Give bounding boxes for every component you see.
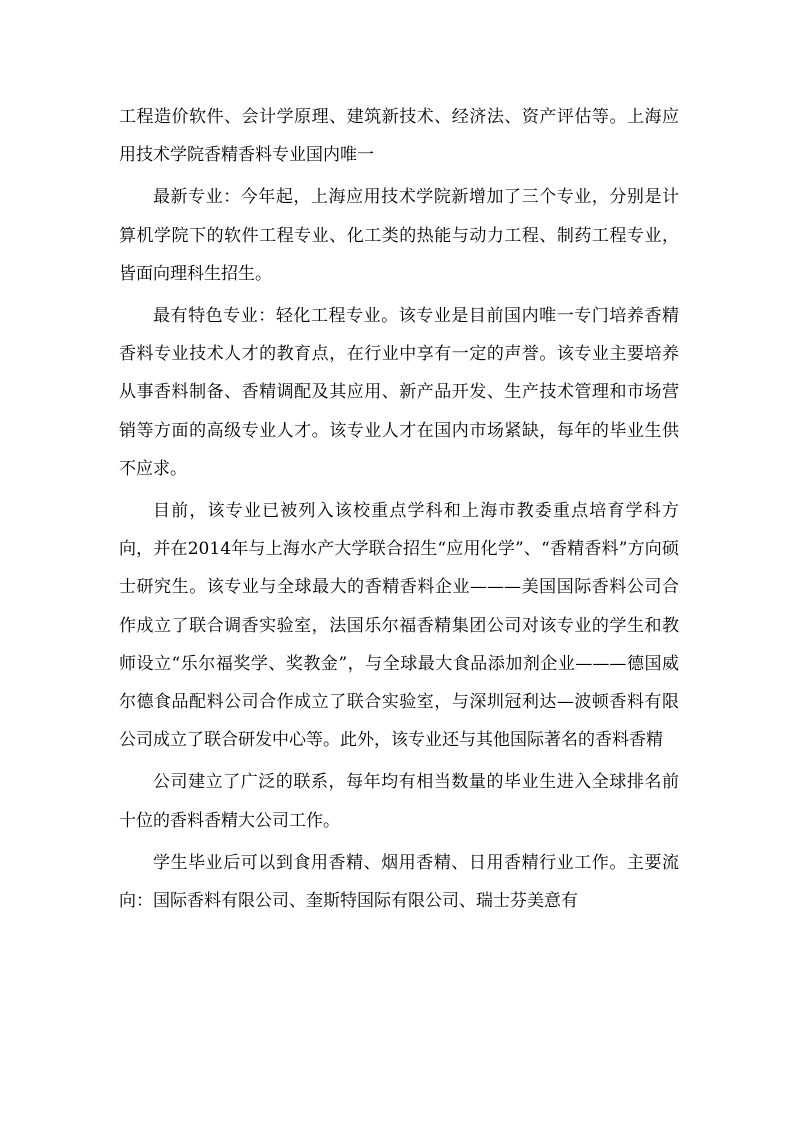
paragraph-5: 公司建立了广泛的联系，每年均有相当数量的毕业生进入全球排名前十位的香料香精大公司工作。 <box>119 772 679 831</box>
paragraph-2: 最新专业：今年起，上海应用技术学院新增加了三个专业，分别是计算机学院下的软件工程专业、化工类的热能与动力工程、制药工程专业，皆面向理科生招生。 <box>119 187 679 284</box>
paragraph-6: 学生毕业后可以到食用香精、烟用香精、日用香精行业工作。主要流向：国际香料有限公司、奎斯特国际有限公司、瑞士芬美意有 <box>119 852 679 912</box>
paragraph-3: 最有特色专业：轻化工程专业。该专业是目前国内唯一专门培养香精香料专业技术人才的教育点，在行业中享有一定的声誉。该专业主要培养从事香料制备、香精调配及其应用、新产品开发、生产技术管理和市场营销等方面的高级专业人才。该专业人才在国内市场紧缺，每年的毕业生供不应求。 <box>119 306 679 479</box>
paragraph-1: 工程造价软件、会计学原理、建筑新技术、经济法、资产评估等。上海应用技术学院香精香料专业国内唯一 <box>119 107 679 166</box>
paragraph-4: 目前，该专业已被列入该校重点学科和上海市教委重点培育学科方向，并在2014年与上海水产大学联合招生“应用化学”、“香精香料”方向硕士研究生。该专业与全球最大的香精香料企业———美国国际香料公司合作成立了联合调香实验室，法国乐尔福香精集团公司对该专业的学生和教师设立“乐尔福奖学、奖教金”，与全球最大食品添加剂企业———德国威尔德食品配料公司合作成立了联合实验室，与深圳冠利达—波顿香料有限公司成立了联合研发中心等。此外，该专业还与其他国际著名的香料香精 <box>119 501 679 751</box>
document-body <box>119 98 679 920</box>
